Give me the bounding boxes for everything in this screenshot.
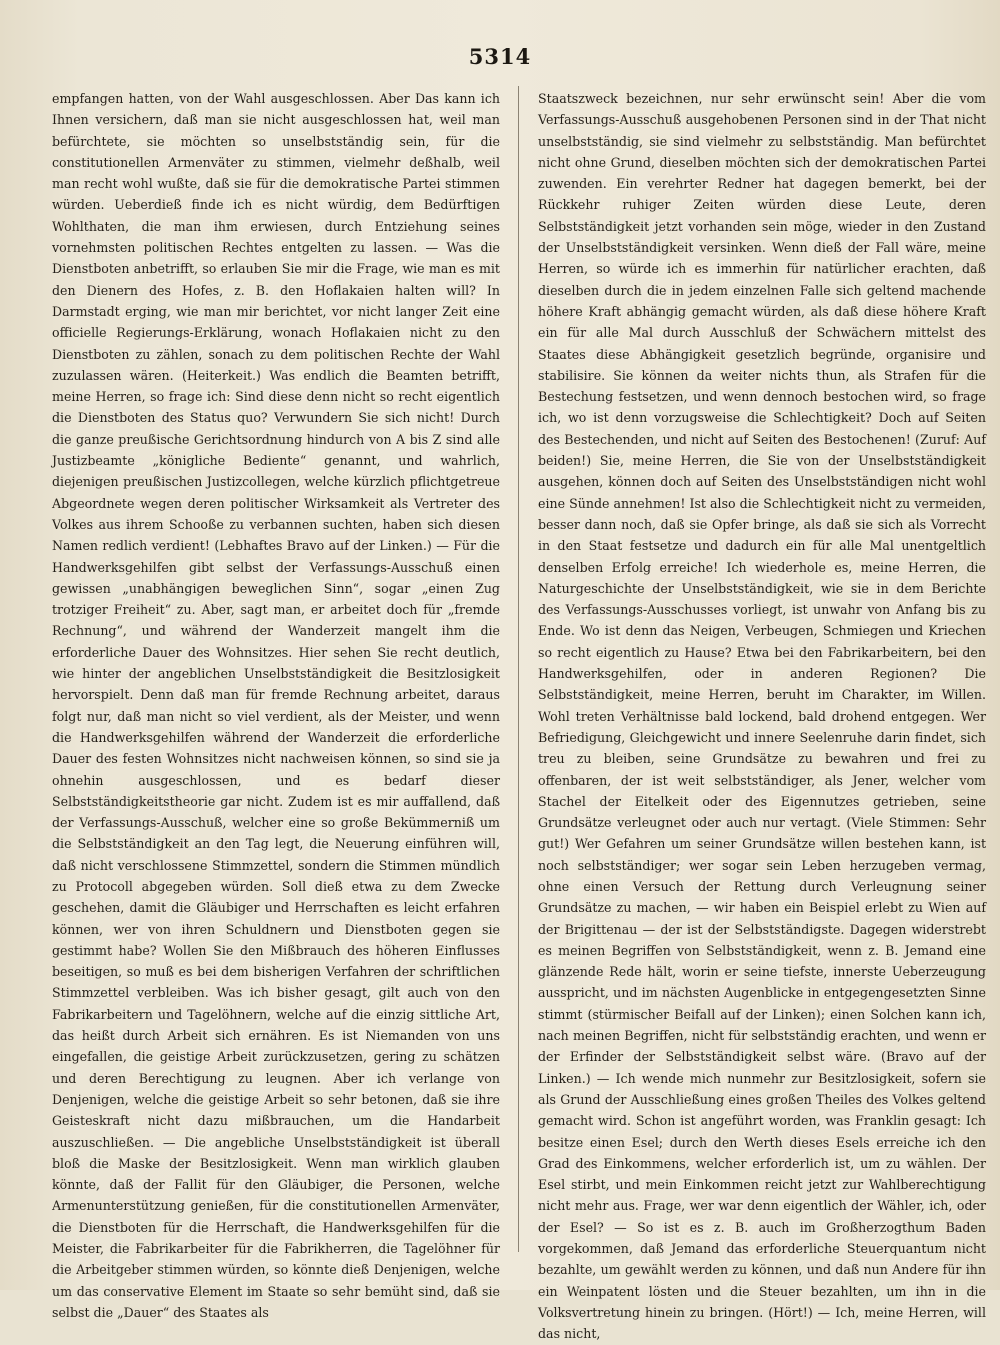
left-column-text: empfangen hatten, von der Wahl ausgeschlossen. Aber Das kann ich Ihnen versichern, daß man sie nicht ausgeschlossen hat, weil man befürchtete, sie möchten so unselbstständig sein, für die constitutionellen Armenväter zu stimmen, vielmehr deßhalb, weil man recht wohl wußte, daß sie für die demokratische Partei stimmen würden. Ueberdieß finde ich es nicht würdig, dem Bedürftigen Wohlthaten, die man ihm erwiesen, durch Entziehung seines vornehmsten politischen Rechtes entgelten zu lassen. — Was die Dienstboten anbetrifft, so erlauben Sie mir die Frage, wie man es mit den Dienern des Hofes, z. B. den Hoflakaien halten will? In Darmstadt erging, wie man mir berichtet, vor nicht langer Zeit eine officielle Regierungs-Erklärung, wonach Hoflakaien nicht zu den Dienstboten zu zählen, sonach zu dem politischen Rechte der Wahl zuzulassen wären. (Heiterkeit.) Was endlich die Beamten betrifft, meine Herren, so frage ich: Sind diese denn nicht so recht eigentlich die Dienstboten des Status quo? Verwundern Sie sich nicht! Durch die ganze preußische Gerichtsordnung hindurch von A bis Z sind alle Justizbeamte „königliche Bediente“ genannt, und wahrlich, diejenigen preußischen Justizcollegen, welche kürzlich pflichtgetreue Abgeordnete wegen deren politischer Wirksamkeit als Vertreter des Volkes aus ihrem Schooße zu verbannen suchten, haben sich diesen Namen redlich verdient! (Lebhaftes Bravo auf der Linken.) — Für die Handwerksgehilfen gibt selbst der Verfassungs-Ausschuß einen gewissen „unabhängigen beweglichen Sinn“, sogar „einen Zug trotziger Freiheit“ zu. Aber, sagt man, er arbeitet doch für „fremde Rechnung“, und während der Wanderzeit mangelt ihm die erforderliche Dauer des Wohnsitzes. Hier sehen Sie recht deutlich, wie hinter der angeblichen Unselbstständigkeit die Besitzlosigkeit hervorspielt. Denn daß man für fremde Rechnung arbeitet, daraus folgt nur, daß man nicht so viel verdient, als der Meister, und wenn die Handwerksgehilfen während der Wanderzeit die erforderliche Dauer des festen Wohnsitzes nicht nachweisen können, so sind sie ja ohnehin ausgeschlossen, und es bedarf dieser Selbstständigkeitstheorie gar nicht. Zudem ist es mir auffallend, daß der Verfassungs-Ausschuß, welcher eine so große Bekümmerniß um die Selbstständigkeit an den Tag legt, die Neuerung einführen will, daß nicht verschlossene Stimmzettel, sondern die Stimmen mündlich zu Protocoll abgegeben würden. Soll dieß etwa zu dem Zwecke geschehen, damit die Gläubiger und Herrschaften es leicht erfahren können, wer von ihren Schuldnern und Dienstboten gegen sie gestimmt habe? Wollen Sie den Mißbrauch des höheren Einflusses beseitigen, so muß es bei dem bisherigen Verfahren der schriftlichen Stimmzettel verbleiben. Was ich bisher gesagt, gilt auch von den Fabrikarbeitern und Tagelöhnern, welche auf die einzig sittliche Art, das heißt durch Arbeit sich ernähren. Es ist Niemanden von uns eingefallen, die geistige Arbeit zurückzusetzen, gering zu schätzen und deren Berechtigung zu leugnen. Aber ich verlange von Denjenigen, welche die geistige Arbeit so sehr betonen, daß sie ihre Geisteskraft nicht dazu mißbrauchen, um die Handarbeit auszuschließen. — Die angebliche Unselbstständigkeit ist überall bloß die Maske der Besitzlosigkeit. Wenn man wirklich glauben könnte, daß der Fallit für den Gläubiger, die Personen, welche Armenunterstützung genießen, für die constitutionellen Armenväter, die Dienstboten für die Herrschaft, die Handwerksgehilfen für die Meister, die Fabrikarbeiter für die Fabrikherren, die Tagelöhner für die Arbeitgeber stimmen würden, so könnte dieß Denjenigen, welche um das conservative Element im Staate so sehr bemüht sind, daß sie selbst die „Dauer“ des Staates als <box>52 91 500 1320</box>
text-column-left <box>52 88 500 1320</box>
right-column-text: Staatszweck bezeichnen, nur sehr erwünscht sein! Aber die vom Verfassungs-Ausschuß ausgehobenen Personen sind in der That nicht unselbstständig, sie sind vielmehr zu selbstständig. Man befürchtet nicht ohne Grund, dieselben möchten sich der demokratischen Partei zuwenden. Ein verehrter Redner hat dagegen bemerkt, bei der Rückkehr ruhiger Zeiten würden diese Leute, deren Selbstständigkeit jetzt vorhanden sein möge, wieder in den Zustand der Unselbstständigkeit versinken. Wenn dieß der Fall wäre, meine Herren, so würde ich es immerhin für natürlicher erachten, daß dieselben durch die in jedem einzelnen Falle sich geltend machende höhere Kraft abhängig gemacht würden, als daß diese höhere Kraft ein für alle Mal durch Ausschluß der Schwächern mittelst des Staates diese Abhängigkeit gesetzlich begründe, organisire und stabilisire. Sie können da weiter nichts thun, als Strafen für die Bestechung festsetzen, und wenn dennoch bestochen wird, so frage ich, wo ist denn vorzugsweise die Schlechtigkeit? Doch auf Seiten des Bestechenden, und nicht auf Seiten des Bestochenen! (Zuruf: Auf beiden!) Sie, meine Herren, die Sie von der Unselbstständigkeit ausgehen, können doch auf Seiten des Unselbstständigen nicht wohl eine Sünde annehmen! Ist also die Schlechtigkeit nicht zu vermeiden, besser dann noch, daß sie Opfer bringe, als daß sie sich als Vorrecht in den Staat festsetze und dadurch ein für alle Mal unentgeltlich denselben Erfolg erreiche! Ich wiederhole es, meine Herren, die Naturgeschichte der Unselbstständigkeit, wie sie in dem Berichte des Verfassungs-Ausschusses vorliegt, ist unwahr von Anfang bis zu Ende. Wo ist denn das Neigen, Verbeugen, Schmiegen und Kriechen so recht eigentlich zu Hause? Etwa bei den Fabrikarbeitern, bei den Handwerksgehilfen, oder in anderen Regionen? Die Selbstständigkeit, meine Herren, beruht im Charakter, im Willen. Wohl treten Verhältnisse bald lockend, bald drohend entgegen. Wer Befriedigung, Gleichgewicht und innere Seelenruhe darin findet, sich treu zu bleiben, seine Grundsätze zu bewahren und frei zu offenbaren, der ist weit selbstständiger, als Jener, welcher vom Stachel der Eitelkeit oder des Eigennutzes getrieben, seine Grundsätze verleugnet oder auch nur vertagt. (Viele Stimmen: Sehr gut!) Wer Gefahren um seiner Grundsätze willen bestehen kann, ist noch selbstständiger; wer sogar sein Leben herzugeben vermag, ohne einen Versuch der Rettung durch Verleugnung seiner Grundsätze zu machen, — wir haben ein Beispiel erlebt zu Wien auf der Brigittenau — der ist der Selbstständigste. Dagegen widerstrebt es meinen Begriffen von Selbstständigkeit, wenn z. B. Jemand eine glänzende Rede hält, worin er seine tiefste, innerste Ueberzeugung ausspricht, und im nächsten Augenblicke in entgegengesetzten Sinne stimmt (stürmischer Beifall auf der Linken); einen Solchen kann ich, nach meinen Begriffen, nicht für selbstständig erachten, und wenn er der Erfinder der Selbstständigkeit selbst wäre. (Bravo auf der Linken.) — Ich wende mich nunmehr zur Besitzlosigkeit, sofern sie als Grund der Ausschließung eines großen Theiles des Volkes geltend gemacht wird. Schon ist angeführt worden, was Franklin gesagt: Ich besitze einen Esel; durch den Werth dieses Esels erreiche ich den Grad des Einkommens, welcher erforderlich ist, um zu wählen. Der Esel stirbt, und mein Einkommen reicht jetzt zur Wahlberechtigung nicht mehr aus. Frage, wer war denn eigentlich der Wähler, ich, oder der Esel? — So ist es z. B. auch im Großherzogthum Baden vorgekommen, daß Jemand das erforderliche Steuerquantum nicht bezahlte, um gewählt werden zu können, und daß nun Andere für ihn ein Weinpatent lösten und die Steuer bezahlten, um ihn in die Volksvertretung hinein zu bringen. (Hört!) — Ich, meine Herren, will das nicht, <box>538 91 986 1342</box>
text-column-right <box>538 88 986 1342</box>
column-divider <box>518 86 519 1252</box>
page-number: 5314 <box>468 44 532 69</box>
